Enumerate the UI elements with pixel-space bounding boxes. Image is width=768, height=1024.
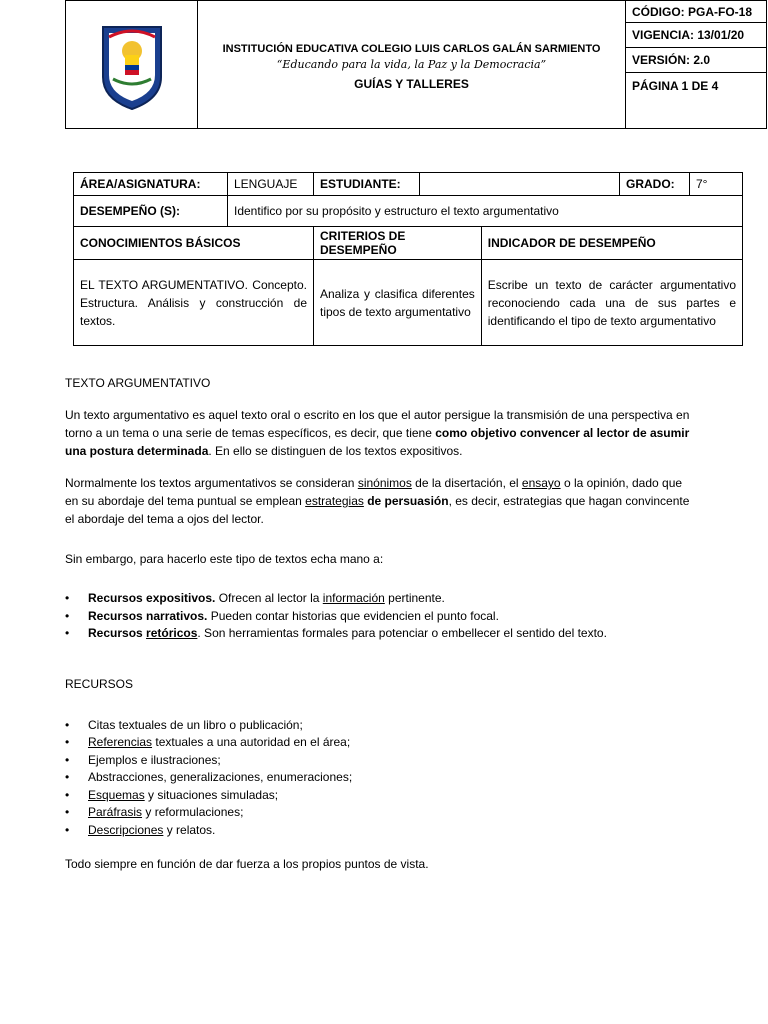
indicador-value: Escribe un texto de carácter argumentativo reconociendo cada una de sus partes e identificando el tipo de texto argumentativo [481,260,742,346]
pagina: PÁGINA 1 DE 4 [626,73,767,129]
institution-name: INSTITUCIÓN EDUCATIVA COLEGIO LUIS CARLOS GALÁN SARMIENTO [222,42,601,55]
estudiante-label: ESTUDIANTE: [314,173,420,196]
paragraph: Un texto argumentativo es aquel texto oral o escrito en los que el autor persigue la transmisión de una perspectiva en torno a un tema o una serie de temas específicos, es decir, que tiene como objetivo convencer al lector de asumir una postura determinada. En ello se distinguen de los textos expositivos. [65,408,690,458]
link-retoricos[interactable]: retóricos [146,626,198,640]
recursos-list [65,717,723,840]
estudiante-value [420,173,620,196]
link-informacion[interactable]: información [322,591,385,605]
area-value: LENGUAJE [228,173,314,196]
institution-motto: “Educando para la vida, la Paz y la Democracia” [276,57,547,71]
link-referencias[interactable]: Referencias [88,735,153,749]
link-descripciones[interactable]: Descripciones [88,822,164,837]
indicador-header: INDICADOR DE DESEMPEÑO [481,227,742,260]
list-item: • Citas textuales de un libro o publicación; [65,717,723,735]
list-item: • Ejemplos e ilustraciones; [65,752,723,770]
document-body [65,374,723,873]
desempeno-value: Identifico por su propósito y estructuro el texto argumentativo [228,196,743,227]
list-item: • Recursos narrativos. Pueden contar historias que evidencien el punto focal. [65,608,723,626]
list-item: • Esquemas y situaciones simuladas; [65,787,723,805]
school-crest-logo [97,19,167,111]
header-title-cell [198,1,626,129]
link-ensayo[interactable]: ensayo [521,476,561,490]
list-item: • Recursos retóricos. Son herramientas formales para potenciar o embellecer el sentido del texto. [65,625,723,643]
version: VERSIÓN: 2.0 [626,48,767,73]
criterios-header: CRITERIOS DE DESEMPEÑO [314,227,482,260]
grado-label: GRADO: [620,173,690,196]
list-item: • Abstracciones, generalizaciones, enumeraciones; [65,769,723,787]
section-heading: RECURSOS [65,676,134,691]
list-item: • Recursos expositivos. Ofrecen al lector la información pertinente. [65,590,723,608]
conocimientos-value: EL TEXTO ARGUMENTATIVO. Concepto. Estructura. Análisis y construcción de textos. [74,260,314,346]
link-estrategias[interactable]: estrategias [305,494,364,508]
resources-list [65,590,723,643]
conocimientos-header: CONOCIMIENTOS BÁSICOS [74,227,314,260]
link-parafrasis[interactable]: Paráfrasis [88,805,143,819]
closing-paragraph: Todo siempre en función de dar fuerza a los propios puntos de vista. [65,857,429,871]
vigencia: VIGENCIA: 13/01/20 [626,23,767,48]
desempeno-label: DESEMPEÑO (S): [74,196,228,227]
logo-cell [66,1,198,129]
document-type: GUÍAS Y TALLERES [354,76,469,91]
paragraph: Sin embargo, para hacerlo este tipo de textos echa mano a: [65,552,384,566]
document-header [65,0,767,129]
list-item: • Paráfrasis y reformulaciones; [65,804,723,822]
area-label: ÁREA/ASIGNATURA: [74,173,228,196]
grado-value: 7° [690,173,743,196]
list-item: • Descripciones y relatos. [65,822,723,840]
list-item: • Referencias textuales a una autoridad en el área; [65,734,723,752]
paragraph: Normalmente los textos argumentativos se consideran sinónimos de la disertación, el ensayo o la opinión, dado que en su abordaje del tema puntual se emplean estrategias de persuasión, es decir, estrategias que hagan convincente el abordaje del tema a ojos del lector. [65,476,690,526]
subject-info-table [73,172,743,346]
link-esquemas[interactable]: Esquemas [88,787,145,802]
section-heading: TEXTO ARGUMENTATIVO [65,376,211,390]
codigo: CÓDIGO: PGA-FO-18 [626,1,767,23]
criterios-value: Analiza y clasifica diferentes tipos de texto argumentativo [314,260,482,346]
link-sinonimos[interactable]: sinónimos [357,476,412,490]
